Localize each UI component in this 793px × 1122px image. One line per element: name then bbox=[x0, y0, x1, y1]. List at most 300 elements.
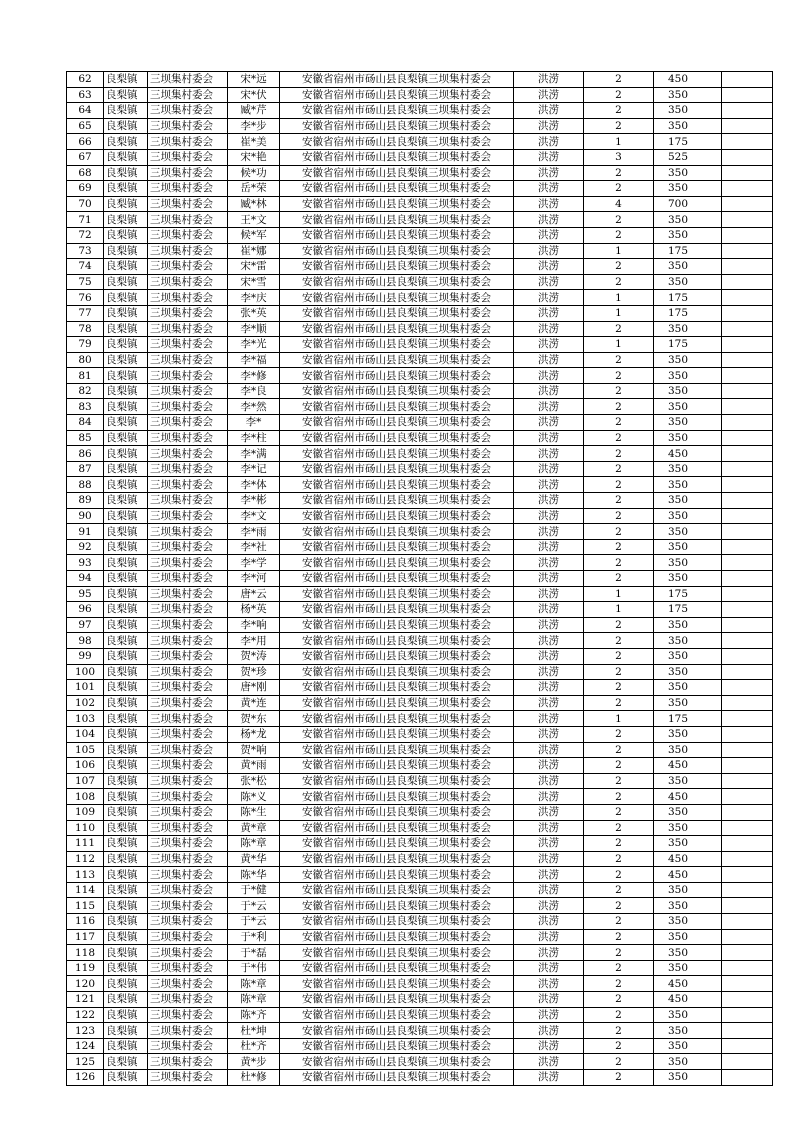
disaster-type-cell: 洪涝 bbox=[514, 1070, 584, 1086]
table-row bbox=[67, 259, 773, 275]
address-cell: 安徽省宿州市砀山县良梨镇三坝集村委会 bbox=[280, 508, 514, 524]
table-row bbox=[67, 711, 773, 727]
disaster-type-cell: 洪涝 bbox=[514, 539, 584, 555]
amount-cell: 350 bbox=[654, 617, 722, 633]
disaster-type-cell: 洪涝 bbox=[514, 882, 584, 898]
amount-cell: 350 bbox=[654, 165, 722, 181]
address-cell: 安徽省宿州市砀山县良梨镇三坝集村委会 bbox=[280, 555, 514, 571]
row-number: 101 bbox=[67, 680, 104, 696]
address-cell: 安徽省宿州市砀山县良梨镇三坝集村委会 bbox=[280, 259, 514, 275]
name-cell: 杜*坤 bbox=[228, 1023, 280, 1039]
note-cell bbox=[722, 617, 773, 633]
village-cell: 三坝集村委会 bbox=[148, 72, 228, 88]
note-cell bbox=[722, 1054, 773, 1070]
disaster-type-cell: 洪涝 bbox=[514, 789, 584, 805]
amount-cell: 350 bbox=[654, 929, 722, 945]
disaster-type-cell: 洪涝 bbox=[514, 399, 584, 415]
row-number: 92 bbox=[67, 539, 104, 555]
name-cell: 岳*荣 bbox=[228, 181, 280, 197]
row-number: 75 bbox=[67, 274, 104, 290]
town-cell: 良梨镇 bbox=[104, 882, 148, 898]
table-row bbox=[67, 274, 773, 290]
town-cell: 良梨镇 bbox=[104, 196, 148, 212]
town-cell: 良梨镇 bbox=[104, 461, 148, 477]
village-cell: 三坝集村委会 bbox=[148, 118, 228, 134]
amount-cell: 350 bbox=[654, 524, 722, 540]
address-cell: 安徽省宿州市砀山县良梨镇三坝集村委会 bbox=[280, 212, 514, 228]
address-cell: 安徽省宿州市砀山县良梨镇三坝集村委会 bbox=[280, 586, 514, 602]
note-cell bbox=[722, 820, 773, 836]
person-count-cell: 2 bbox=[584, 1023, 654, 1039]
amount-cell: 350 bbox=[654, 648, 722, 664]
disaster-type-cell: 洪涝 bbox=[514, 72, 584, 88]
row-number: 88 bbox=[67, 477, 104, 493]
person-count-cell: 2 bbox=[584, 1070, 654, 1086]
table-row bbox=[67, 321, 773, 337]
person-count-cell: 2 bbox=[584, 836, 654, 852]
village-cell: 三坝集村委会 bbox=[148, 1038, 228, 1054]
name-cell: 黄*章 bbox=[228, 820, 280, 836]
disaster-type-cell: 洪涝 bbox=[514, 508, 584, 524]
person-count-cell: 2 bbox=[584, 87, 654, 103]
name-cell: 宋*远 bbox=[228, 72, 280, 88]
name-cell: 李*响 bbox=[228, 617, 280, 633]
amount-cell: 350 bbox=[654, 1023, 722, 1039]
table-row bbox=[67, 539, 773, 555]
table-row bbox=[67, 804, 773, 820]
person-count-cell: 2 bbox=[584, 617, 654, 633]
town-cell: 良梨镇 bbox=[104, 867, 148, 883]
town-cell: 良梨镇 bbox=[104, 524, 148, 540]
table-row bbox=[67, 212, 773, 228]
village-cell: 三坝集村委会 bbox=[148, 321, 228, 337]
village-cell: 三坝集村委会 bbox=[148, 555, 228, 571]
address-cell: 安徽省宿州市砀山县良梨镇三坝集村委会 bbox=[280, 493, 514, 509]
person-count-cell: 4 bbox=[584, 196, 654, 212]
person-count-cell: 2 bbox=[584, 1007, 654, 1023]
amount-cell: 450 bbox=[654, 851, 722, 867]
village-cell: 三坝集村委会 bbox=[148, 789, 228, 805]
note-cell bbox=[722, 399, 773, 415]
village-cell: 三坝集村委会 bbox=[148, 103, 228, 119]
address-cell: 安徽省宿州市砀山县良梨镇三坝集村委会 bbox=[280, 290, 514, 306]
village-cell: 三坝集村委会 bbox=[148, 539, 228, 555]
table-row bbox=[67, 430, 773, 446]
address-cell: 安徽省宿州市砀山县良梨镇三坝集村委会 bbox=[280, 446, 514, 462]
name-cell: 陈*华 bbox=[228, 867, 280, 883]
amount-cell: 450 bbox=[654, 72, 722, 88]
disaster-type-cell: 洪涝 bbox=[514, 1007, 584, 1023]
village-cell: 三坝集村委会 bbox=[148, 305, 228, 321]
village-cell: 三坝集村委会 bbox=[148, 493, 228, 509]
table-body bbox=[67, 72, 773, 1086]
disaster-type-cell: 洪涝 bbox=[514, 165, 584, 181]
town-cell: 良梨镇 bbox=[104, 72, 148, 88]
disaster-type-cell: 洪涝 bbox=[514, 586, 584, 602]
address-cell: 安徽省宿州市砀山县良梨镇三坝集村委会 bbox=[280, 1023, 514, 1039]
table-row bbox=[67, 87, 773, 103]
village-cell: 三坝集村委会 bbox=[148, 1023, 228, 1039]
note-cell bbox=[722, 227, 773, 243]
disaster-type-cell: 洪涝 bbox=[514, 383, 584, 399]
town-cell: 良梨镇 bbox=[104, 321, 148, 337]
table-row bbox=[67, 383, 773, 399]
note-cell bbox=[722, 758, 773, 774]
disaster-type-cell: 洪涝 bbox=[514, 134, 584, 150]
person-count-cell: 1 bbox=[584, 711, 654, 727]
amount-cell: 450 bbox=[654, 992, 722, 1008]
person-count-cell: 2 bbox=[584, 945, 654, 961]
note-cell bbox=[722, 648, 773, 664]
town-cell: 良梨镇 bbox=[104, 929, 148, 945]
disaster-type-cell: 洪涝 bbox=[514, 321, 584, 337]
table-row bbox=[67, 243, 773, 259]
person-count-cell: 2 bbox=[584, 352, 654, 368]
person-count-cell: 2 bbox=[584, 539, 654, 555]
address-cell: 安徽省宿州市砀山县良梨镇三坝集村委会 bbox=[280, 820, 514, 836]
table-row bbox=[67, 586, 773, 602]
row-number: 94 bbox=[67, 571, 104, 587]
village-cell: 三坝集村委会 bbox=[148, 945, 228, 961]
disaster-type-cell: 洪涝 bbox=[514, 243, 584, 259]
address-cell: 安徽省宿州市砀山县良梨镇三坝集村委会 bbox=[280, 742, 514, 758]
person-count-cell: 2 bbox=[584, 72, 654, 88]
village-cell: 三坝集村委会 bbox=[148, 368, 228, 384]
name-cell: 候*军 bbox=[228, 227, 280, 243]
town-cell: 良梨镇 bbox=[104, 851, 148, 867]
note-cell bbox=[722, 1023, 773, 1039]
town-cell: 良梨镇 bbox=[104, 633, 148, 649]
village-cell: 三坝集村委会 bbox=[148, 508, 228, 524]
name-cell: 贺*响 bbox=[228, 742, 280, 758]
table-row bbox=[67, 960, 773, 976]
village-cell: 三坝集村委会 bbox=[148, 804, 228, 820]
disaster-type-cell: 洪涝 bbox=[514, 617, 584, 633]
address-cell: 安徽省宿州市砀山县良梨镇三坝集村委会 bbox=[280, 134, 514, 150]
name-cell: 李*柱 bbox=[228, 430, 280, 446]
person-count-cell: 1 bbox=[584, 586, 654, 602]
town-cell: 良梨镇 bbox=[104, 789, 148, 805]
row-number: 69 bbox=[67, 181, 104, 197]
town-cell: 良梨镇 bbox=[104, 836, 148, 852]
row-number: 65 bbox=[67, 118, 104, 134]
person-count-cell: 2 bbox=[584, 648, 654, 664]
person-count-cell: 2 bbox=[584, 929, 654, 945]
name-cell: 李*彬 bbox=[228, 493, 280, 509]
town-cell: 良梨镇 bbox=[104, 243, 148, 259]
note-cell bbox=[722, 555, 773, 571]
amount-cell: 350 bbox=[654, 118, 722, 134]
note-cell bbox=[722, 539, 773, 555]
person-count-cell: 1 bbox=[584, 243, 654, 259]
person-count-cell: 2 bbox=[584, 664, 654, 680]
town-cell: 良梨镇 bbox=[104, 493, 148, 509]
disaster-type-cell: 洪涝 bbox=[514, 758, 584, 774]
note-cell bbox=[722, 196, 773, 212]
town-cell: 良梨镇 bbox=[104, 1038, 148, 1054]
amount-cell: 350 bbox=[654, 103, 722, 119]
address-cell: 安徽省宿州市砀山县良梨镇三坝集村委会 bbox=[280, 368, 514, 384]
note-cell bbox=[722, 664, 773, 680]
row-number: 100 bbox=[67, 664, 104, 680]
disaster-type-cell: 洪涝 bbox=[514, 804, 584, 820]
amount-cell: 350 bbox=[654, 539, 722, 555]
name-cell: 唐*刚 bbox=[228, 680, 280, 696]
amount-cell: 350 bbox=[654, 1007, 722, 1023]
disaster-type-cell: 洪涝 bbox=[514, 368, 584, 384]
person-count-cell: 2 bbox=[584, 446, 654, 462]
person-count-cell: 2 bbox=[584, 508, 654, 524]
disaster-type-cell: 洪涝 bbox=[514, 415, 584, 431]
town-cell: 良梨镇 bbox=[104, 103, 148, 119]
table-row bbox=[67, 945, 773, 961]
town-cell: 良梨镇 bbox=[104, 960, 148, 976]
name-cell: 陈*章 bbox=[228, 976, 280, 992]
table-row bbox=[67, 415, 773, 431]
town-cell: 良梨镇 bbox=[104, 477, 148, 493]
village-cell: 三坝集村委会 bbox=[148, 196, 228, 212]
row-number: 85 bbox=[67, 430, 104, 446]
address-cell: 安徽省宿州市砀山县良梨镇三坝集村委会 bbox=[280, 571, 514, 587]
table-row bbox=[67, 399, 773, 415]
village-cell: 三坝集村委会 bbox=[148, 960, 228, 976]
name-cell: 崔*美 bbox=[228, 134, 280, 150]
village-cell: 三坝集村委会 bbox=[148, 243, 228, 259]
note-cell bbox=[722, 945, 773, 961]
address-cell: 安徽省宿州市砀山县良梨镇三坝集村委会 bbox=[280, 898, 514, 914]
person-count-cell: 2 bbox=[584, 804, 654, 820]
town-cell: 良梨镇 bbox=[104, 134, 148, 150]
disaster-type-cell: 洪涝 bbox=[514, 820, 584, 836]
note-cell bbox=[722, 430, 773, 446]
note-cell bbox=[722, 914, 773, 930]
row-number: 110 bbox=[67, 820, 104, 836]
table-row bbox=[67, 72, 773, 88]
person-count-cell: 2 bbox=[584, 103, 654, 119]
name-cell: 李*福 bbox=[228, 352, 280, 368]
disaster-type-cell: 洪涝 bbox=[514, 337, 584, 353]
person-count-cell: 2 bbox=[584, 227, 654, 243]
amount-cell: 350 bbox=[654, 1070, 722, 1086]
table-row bbox=[67, 664, 773, 680]
disaster-type-cell: 洪涝 bbox=[514, 212, 584, 228]
address-cell: 安徽省宿州市砀山县良梨镇三坝集村委会 bbox=[280, 726, 514, 742]
row-number: 95 bbox=[67, 586, 104, 602]
name-cell: 李*修 bbox=[228, 368, 280, 384]
village-cell: 三坝集村委会 bbox=[148, 914, 228, 930]
table-row bbox=[67, 149, 773, 165]
note-cell bbox=[722, 165, 773, 181]
row-number: 120 bbox=[67, 976, 104, 992]
village-cell: 三坝集村委会 bbox=[148, 648, 228, 664]
address-cell: 安徽省宿州市砀山县良梨镇三坝集村委会 bbox=[280, 945, 514, 961]
person-count-cell: 2 bbox=[584, 493, 654, 509]
town-cell: 良梨镇 bbox=[104, 711, 148, 727]
note-cell bbox=[722, 118, 773, 134]
note-cell bbox=[722, 773, 773, 789]
amount-cell: 350 bbox=[654, 1054, 722, 1070]
person-count-cell: 2 bbox=[584, 976, 654, 992]
disaster-type-cell: 洪涝 bbox=[514, 726, 584, 742]
row-number: 116 bbox=[67, 914, 104, 930]
address-cell: 安徽省宿州市砀山县良梨镇三坝集村委会 bbox=[280, 992, 514, 1008]
address-cell: 安徽省宿州市砀山县良梨镇三坝集村委会 bbox=[280, 477, 514, 493]
amount-cell: 350 bbox=[654, 274, 722, 290]
table-row bbox=[67, 898, 773, 914]
village-cell: 三坝集村委会 bbox=[148, 446, 228, 462]
note-cell bbox=[722, 680, 773, 696]
name-cell: 陈*章 bbox=[228, 992, 280, 1008]
note-cell bbox=[722, 804, 773, 820]
note-cell bbox=[722, 726, 773, 742]
row-number: 68 bbox=[67, 165, 104, 181]
disaster-type-cell: 洪涝 bbox=[514, 227, 584, 243]
person-count-cell: 2 bbox=[584, 383, 654, 399]
address-cell: 安徽省宿州市砀山县良梨镇三坝集村委会 bbox=[280, 524, 514, 540]
table-row bbox=[67, 337, 773, 353]
name-cell: 李*雨 bbox=[228, 524, 280, 540]
name-cell: 陈*义 bbox=[228, 789, 280, 805]
row-number: 64 bbox=[67, 103, 104, 119]
person-count-cell: 2 bbox=[584, 368, 654, 384]
person-count-cell: 2 bbox=[584, 633, 654, 649]
person-count-cell: 2 bbox=[584, 680, 654, 696]
disaster-type-cell: 洪涝 bbox=[514, 571, 584, 587]
village-cell: 三坝集村委会 bbox=[148, 181, 228, 197]
note-cell bbox=[722, 415, 773, 431]
village-cell: 三坝集村委会 bbox=[148, 383, 228, 399]
address-cell: 安徽省宿州市砀山县良梨镇三坝集村委会 bbox=[280, 836, 514, 852]
note-cell bbox=[722, 960, 773, 976]
name-cell: 臧*芹 bbox=[228, 103, 280, 119]
disaster-type-cell: 洪涝 bbox=[514, 711, 584, 727]
person-count-cell: 1 bbox=[584, 290, 654, 306]
table-row bbox=[67, 1070, 773, 1086]
disaster-type-cell: 洪涝 bbox=[514, 181, 584, 197]
village-cell: 三坝集村委会 bbox=[148, 836, 228, 852]
name-cell: 陈*齐 bbox=[228, 1007, 280, 1023]
name-cell: 崔*娜 bbox=[228, 243, 280, 259]
town-cell: 良梨镇 bbox=[104, 383, 148, 399]
row-number: 107 bbox=[67, 773, 104, 789]
row-number: 98 bbox=[67, 633, 104, 649]
person-count-cell: 2 bbox=[584, 898, 654, 914]
person-count-cell: 2 bbox=[584, 274, 654, 290]
amount-cell: 350 bbox=[654, 773, 722, 789]
note-cell bbox=[722, 571, 773, 587]
note-cell bbox=[722, 461, 773, 477]
note-cell bbox=[722, 508, 773, 524]
town-cell: 良梨镇 bbox=[104, 446, 148, 462]
name-cell: 李*体 bbox=[228, 477, 280, 493]
amount-cell: 450 bbox=[654, 976, 722, 992]
address-cell: 安徽省宿州市砀山县良梨镇三坝集村委会 bbox=[280, 430, 514, 446]
name-cell: 李*庆 bbox=[228, 290, 280, 306]
note-cell bbox=[722, 711, 773, 727]
disaster-type-cell: 洪涝 bbox=[514, 259, 584, 275]
town-cell: 良梨镇 bbox=[104, 118, 148, 134]
note-cell bbox=[722, 633, 773, 649]
amount-cell: 350 bbox=[654, 633, 722, 649]
village-cell: 三坝集村委会 bbox=[148, 399, 228, 415]
row-number: 80 bbox=[67, 352, 104, 368]
town-cell: 良梨镇 bbox=[104, 305, 148, 321]
person-count-cell: 2 bbox=[584, 758, 654, 774]
row-number: 84 bbox=[67, 415, 104, 431]
address-cell: 安徽省宿州市砀山县良梨镇三坝集村委会 bbox=[280, 882, 514, 898]
town-cell: 良梨镇 bbox=[104, 165, 148, 181]
note-cell bbox=[722, 337, 773, 353]
table-row bbox=[67, 1054, 773, 1070]
table-row bbox=[67, 118, 773, 134]
amount-cell: 350 bbox=[654, 415, 722, 431]
name-cell: 李*顺 bbox=[228, 321, 280, 337]
row-number: 113 bbox=[67, 867, 104, 883]
table-row bbox=[67, 726, 773, 742]
village-cell: 三坝集村委会 bbox=[148, 882, 228, 898]
village-cell: 三坝集村委会 bbox=[148, 929, 228, 945]
name-cell: 于*云 bbox=[228, 914, 280, 930]
amount-cell: 350 bbox=[654, 836, 722, 852]
table-row bbox=[67, 836, 773, 852]
note-cell bbox=[722, 212, 773, 228]
village-cell: 三坝集村委会 bbox=[148, 758, 228, 774]
amount-cell: 350 bbox=[654, 87, 722, 103]
note-cell bbox=[722, 851, 773, 867]
row-number: 72 bbox=[67, 227, 104, 243]
town-cell: 良梨镇 bbox=[104, 571, 148, 587]
note-cell bbox=[722, 290, 773, 306]
table-row bbox=[67, 305, 773, 321]
note-cell bbox=[722, 742, 773, 758]
town-cell: 良梨镇 bbox=[104, 227, 148, 243]
disaster-type-cell: 洪涝 bbox=[514, 493, 584, 509]
village-cell: 三坝集村委会 bbox=[148, 274, 228, 290]
name-cell: 王*文 bbox=[228, 212, 280, 228]
village-cell: 三坝集村委会 bbox=[148, 633, 228, 649]
person-count-cell: 2 bbox=[584, 212, 654, 228]
town-cell: 良梨镇 bbox=[104, 399, 148, 415]
note-cell bbox=[722, 243, 773, 259]
disaster-type-cell: 洪涝 bbox=[514, 664, 584, 680]
town-cell: 良梨镇 bbox=[104, 914, 148, 930]
amount-cell: 350 bbox=[654, 742, 722, 758]
town-cell: 良梨镇 bbox=[104, 1054, 148, 1070]
row-number: 109 bbox=[67, 804, 104, 820]
table-row bbox=[67, 493, 773, 509]
town-cell: 良梨镇 bbox=[104, 87, 148, 103]
disaster-type-cell: 洪涝 bbox=[514, 149, 584, 165]
row-number: 62 bbox=[67, 72, 104, 88]
town-cell: 良梨镇 bbox=[104, 680, 148, 696]
village-cell: 三坝集村委会 bbox=[148, 477, 228, 493]
village-cell: 三坝集村委会 bbox=[148, 1054, 228, 1070]
table-row bbox=[67, 477, 773, 493]
amount-cell: 350 bbox=[654, 898, 722, 914]
name-cell: 黄*雨 bbox=[228, 758, 280, 774]
town-cell: 良梨镇 bbox=[104, 898, 148, 914]
person-count-cell: 2 bbox=[584, 695, 654, 711]
disaster-type-cell: 洪涝 bbox=[514, 1023, 584, 1039]
amount-cell: 350 bbox=[654, 508, 722, 524]
town-cell: 良梨镇 bbox=[104, 1023, 148, 1039]
table-row bbox=[67, 227, 773, 243]
village-cell: 三坝集村委会 bbox=[148, 976, 228, 992]
row-number: 123 bbox=[67, 1023, 104, 1039]
row-number: 63 bbox=[67, 87, 104, 103]
amount-cell: 350 bbox=[654, 368, 722, 384]
name-cell: 李*满 bbox=[228, 446, 280, 462]
